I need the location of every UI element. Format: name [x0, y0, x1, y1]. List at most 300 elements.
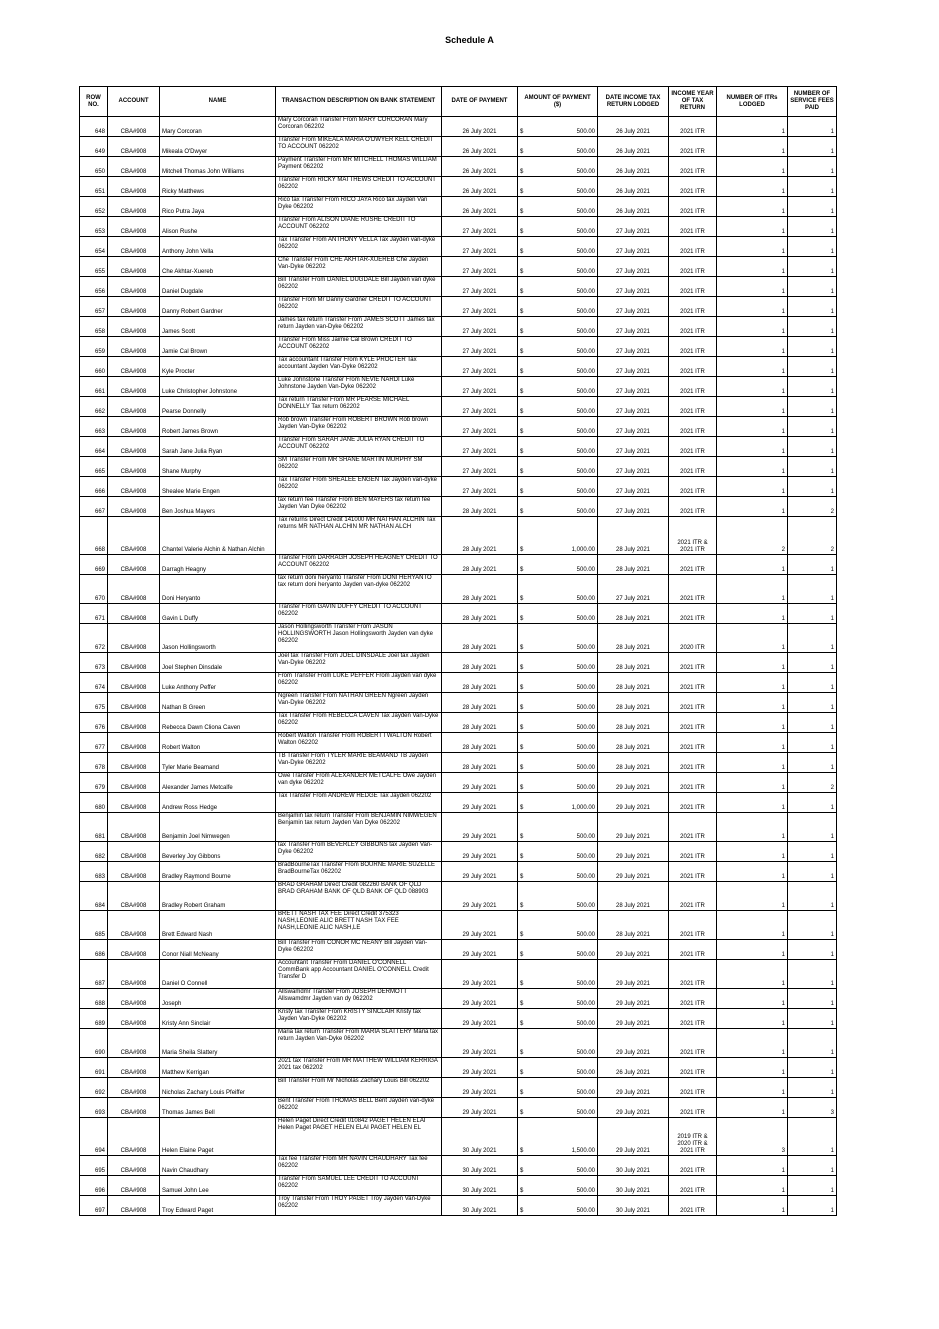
- table-row: [80, 417, 837, 437]
- col-header-fees: NUMBER OF SERVICE FEES PAID: [788, 87, 837, 117]
- itrs-cell: 1: [717, 575, 788, 604]
- date-lodged-cell: 29 July 2021: [598, 1118, 669, 1156]
- date-payment-cell: 29 July 2021: [442, 960, 518, 989]
- itrs-cell: 1: [717, 940, 788, 960]
- account-cell: CBA#908: [108, 1118, 160, 1156]
- amount-cell: [518, 477, 598, 497]
- description-cell: Transfer From RICKY MATTHEWS CREDIT TO ACCOUNT 062202: [276, 177, 442, 197]
- name-cell: Beverley Joy Gibbons: [160, 842, 276, 862]
- amount-cell: [518, 317, 598, 337]
- account-cell: CBA#908: [108, 317, 160, 337]
- name-cell: Brett Edward Nash: [160, 911, 276, 940]
- amount-cell: [518, 653, 598, 673]
- row-number: 670: [80, 575, 108, 604]
- amount-value: 500.00: [576, 1110, 595, 1116]
- itrs-cell: 1: [717, 793, 788, 813]
- amount-cell: [518, 377, 598, 397]
- name-cell: Doni Heryanto: [160, 575, 276, 604]
- name-cell: Rico Putra Jaya: [160, 197, 276, 217]
- date-lodged-cell: 29 July 2021: [598, 1078, 669, 1098]
- fees-cell: 1: [788, 753, 837, 773]
- currency-symbol: $: [520, 1208, 524, 1214]
- name-cell: Bradley Raymond Bourne: [160, 862, 276, 882]
- table-row: [80, 437, 837, 457]
- row-number: 680: [80, 793, 108, 813]
- row-number: 650: [80, 157, 108, 177]
- schedule-table: [79, 86, 837, 1216]
- description-cell: Transfer From DARRAGH JOSEPH HEAGNEY CREDIT TO ACCOUNT 062202: [276, 555, 442, 575]
- date-lodged-cell: 29 July 2021: [598, 960, 669, 989]
- account-cell: CBA#908: [108, 911, 160, 940]
- income-year-cell: 2021 ITR: [669, 1009, 717, 1029]
- name-cell: Nicholas Zachary Louis Pfeiffer: [160, 1078, 276, 1098]
- date-lodged-cell: 26 July 2021: [598, 177, 669, 197]
- row-number: 653: [80, 217, 108, 237]
- row-number: 685: [80, 911, 108, 940]
- description-cell: Maria tax return Transfer From MARIA SLATTERY Maria tax return Jayden Van-Dyke 062202: [276, 1029, 442, 1058]
- amount-value: 500.00: [576, 469, 595, 475]
- fees-cell: 1: [788, 1009, 837, 1029]
- currency-symbol: $: [520, 874, 524, 880]
- amount-value: 1,000.00: [571, 547, 595, 553]
- currency-symbol: $: [520, 616, 524, 622]
- amount-value: 500.00: [576, 665, 595, 671]
- amount-value: 500.00: [576, 596, 595, 602]
- name-cell: Mitchell Thomas John Williams: [160, 157, 276, 177]
- date-lodged-cell: 29 July 2021: [598, 773, 669, 793]
- date-payment-cell: 30 July 2021: [442, 1156, 518, 1176]
- name-cell: Mikeala O'Dwyer: [160, 137, 276, 157]
- row-number: 658: [80, 317, 108, 337]
- date-lodged-cell: 29 July 2021: [598, 1009, 669, 1029]
- account-cell: CBA#908: [108, 624, 160, 653]
- fees-cell: 1: [788, 673, 837, 693]
- fees-cell: 1: [788, 1176, 837, 1196]
- date-payment-cell: 27 July 2021: [442, 297, 518, 317]
- currency-symbol: $: [520, 567, 524, 573]
- header-row: [80, 87, 837, 117]
- itrs-cell: 1: [717, 1098, 788, 1118]
- amount-value: 500.00: [576, 229, 595, 235]
- table-row: [80, 813, 837, 842]
- date-lodged-cell: 28 July 2021: [598, 733, 669, 753]
- itrs-cell: 1: [717, 197, 788, 217]
- fees-cell: 1: [788, 624, 837, 653]
- description-cell: Tax accountant Transfer From KYLE PROCTER Tax accountant Jayden Van-Dyke 062202: [276, 357, 442, 377]
- date-lodged-cell: 27 July 2021: [598, 237, 669, 257]
- row-number: 682: [80, 842, 108, 862]
- fees-cell: 1: [788, 137, 837, 157]
- currency-symbol: $: [520, 1050, 524, 1056]
- date-lodged-cell: 26 July 2021: [598, 117, 669, 137]
- account-cell: CBA#908: [108, 604, 160, 624]
- amount-value: 500.00: [576, 705, 595, 711]
- currency-symbol: $: [520, 209, 524, 215]
- itrs-cell: 1: [717, 653, 788, 673]
- account-cell: CBA#908: [108, 960, 160, 989]
- date-payment-cell: 29 July 2021: [442, 773, 518, 793]
- amount-cell: [518, 753, 598, 773]
- account-cell: CBA#908: [108, 1176, 160, 1196]
- date-lodged-cell: 29 July 2021: [598, 862, 669, 882]
- name-cell: Thomas James Bell: [160, 1098, 276, 1118]
- account-cell: CBA#908: [108, 693, 160, 713]
- name-cell: Luke Anthony Peffer: [160, 673, 276, 693]
- account-cell: CBA#908: [108, 842, 160, 862]
- table-row: [80, 989, 837, 1009]
- name-cell: Shealee Marie Engen: [160, 477, 276, 497]
- name-cell: Sarah Jane Julia Ryan: [160, 437, 276, 457]
- amount-value: 500.00: [576, 409, 595, 415]
- description-cell: Transfer From Mr Danny Gardner CREDIT TO ACCOUNT 062202: [276, 297, 442, 317]
- description-cell: BradBourneTax Transfer From BOURNE MARIE SUZELLE BradBourneTax 062202: [276, 862, 442, 882]
- income-year-cell: 2021 ITR: [669, 497, 717, 517]
- col-header-account: ACCOUNT: [108, 87, 160, 117]
- amount-value: 500.00: [576, 834, 595, 840]
- fees-cell: 1: [788, 257, 837, 277]
- amount-cell: [518, 117, 598, 137]
- date-lodged-cell: 27 July 2021: [598, 357, 669, 377]
- description-cell: Transfer From ALISON DIANE RUSHE CREDIT TO ACCOUNT 062202: [276, 217, 442, 237]
- description-cell: Allswamdmr Transfer From JOSEPH DERMOTT Allswamdmr Jayden van dy 062202: [276, 989, 442, 1009]
- account-cell: CBA#908: [108, 417, 160, 437]
- date-lodged-cell: 26 July 2021: [598, 157, 669, 177]
- row-number: 688: [80, 989, 108, 1009]
- description-cell: Robert Walton Transfer From ROBERT I WALTON Robert Walton 062202: [276, 733, 442, 753]
- date-lodged-cell: 28 July 2021: [598, 624, 669, 653]
- income-year-cell: 2021 ITR: [669, 377, 717, 397]
- currency-symbol: $: [520, 429, 524, 435]
- description-cell: Luke Johnstone Transfer From NEVIE NARDI Luke Johnstone Jayden Van-Dyke 062202: [276, 377, 442, 397]
- account-cell: CBA#908: [108, 1029, 160, 1058]
- row-number: 654: [80, 237, 108, 257]
- date-payment-cell: 28 July 2021: [442, 673, 518, 693]
- row-number: 696: [80, 1176, 108, 1196]
- description-cell: From Transfer From LUKE PEFFER From Jayden van dyke 062202: [276, 673, 442, 693]
- date-payment-cell: 30 July 2021: [442, 1196, 518, 1216]
- itrs-cell: 1: [717, 773, 788, 793]
- amount-value: 500.00: [576, 1208, 595, 1214]
- row-number: 667: [80, 497, 108, 517]
- account-cell: CBA#908: [108, 477, 160, 497]
- account-cell: CBA#908: [108, 940, 160, 960]
- row-number: 668: [80, 517, 108, 555]
- account-cell: CBA#908: [108, 257, 160, 277]
- fees-cell: 1: [788, 357, 837, 377]
- income-year-cell: 2021 ITR: [669, 197, 717, 217]
- amount-value: 500.00: [576, 1001, 595, 1007]
- name-cell: Robert Walton: [160, 733, 276, 753]
- fees-cell: 2: [788, 497, 837, 517]
- itrs-cell: 1: [717, 477, 788, 497]
- description-cell: TB Transfer From TYLER MARIE BEAMAND TB Jayden Van-Dyke 062202: [276, 753, 442, 773]
- amount-value: 500.00: [576, 509, 595, 515]
- description-cell: Bill Transfer From CONOR MC NEANY Bill Jayden Van-Dyke 062202: [276, 940, 442, 960]
- amount-value: 500.00: [576, 449, 595, 455]
- row-number: 694: [80, 1118, 108, 1156]
- date-payment-cell: 29 July 2021: [442, 793, 518, 813]
- table-row: [80, 317, 837, 337]
- itrs-cell: 1: [717, 277, 788, 297]
- amount-cell: [518, 733, 598, 753]
- amount-cell: [518, 157, 598, 177]
- table-row: [80, 960, 837, 989]
- date-lodged-cell: 27 July 2021: [598, 477, 669, 497]
- amount-cell: [518, 217, 598, 237]
- date-lodged-cell: 27 July 2021: [598, 377, 669, 397]
- date-lodged-cell: 26 July 2021: [598, 197, 669, 217]
- itrs-cell: 1: [717, 911, 788, 940]
- account-cell: CBA#908: [108, 237, 160, 257]
- fees-cell: 1: [788, 733, 837, 753]
- itrs-cell: 1: [717, 117, 788, 137]
- account-cell: CBA#908: [108, 137, 160, 157]
- currency-symbol: $: [520, 1090, 524, 1096]
- amount-cell: [518, 397, 598, 417]
- fees-cell: 2: [788, 773, 837, 793]
- row-number: 656: [80, 277, 108, 297]
- table-row: [80, 377, 837, 397]
- date-lodged-cell: 28 July 2021: [598, 673, 669, 693]
- account-cell: CBA#908: [108, 517, 160, 555]
- fees-cell: 1: [788, 604, 837, 624]
- currency-symbol: $: [520, 349, 524, 355]
- currency-symbol: $: [520, 269, 524, 275]
- account-cell: CBA#908: [108, 882, 160, 911]
- itrs-cell: 1: [717, 604, 788, 624]
- row-number: 690: [80, 1029, 108, 1058]
- fees-cell: 1: [788, 157, 837, 177]
- amount-value: 500.00: [576, 1070, 595, 1076]
- amount-cell: [518, 555, 598, 575]
- row-number: 687: [80, 960, 108, 989]
- itrs-cell: 1: [717, 397, 788, 417]
- currency-symbol: $: [520, 1168, 524, 1174]
- description-cell: Tax fee Transfer From MR NAVIN CHAUDHARY Tax fee 062202: [276, 1156, 442, 1176]
- date-payment-cell: 30 July 2021: [442, 1176, 518, 1196]
- date-lodged-cell: 27 July 2021: [598, 457, 669, 477]
- account-cell: CBA#908: [108, 177, 160, 197]
- fees-cell: 1: [788, 793, 837, 813]
- itrs-cell: 3: [717, 1118, 788, 1156]
- itrs-cell: 1: [717, 882, 788, 911]
- account-cell: CBA#908: [108, 157, 160, 177]
- name-cell: Benjamin Joel Nimwegen: [160, 813, 276, 842]
- date-lodged-cell: 28 July 2021: [598, 693, 669, 713]
- income-year-cell: 2021 ITR: [669, 940, 717, 960]
- itrs-cell: 1: [717, 1029, 788, 1058]
- table-row: [80, 1078, 837, 1098]
- table-row: [80, 604, 837, 624]
- amount-value: 500.00: [576, 189, 595, 195]
- fees-cell: 1: [788, 117, 837, 137]
- table-row: [80, 177, 837, 197]
- account-cell: CBA#908: [108, 297, 160, 317]
- col-header-income-year: INCOME YEAR OF TAX RETURN: [669, 87, 717, 117]
- income-year-cell: 2021 ITR: [669, 1156, 717, 1176]
- description-cell: Jason Hollingsworth Transfer From JASON HOLLINGSWORTH Jason Hollingsworth Jayden van dyke 062202: [276, 624, 442, 653]
- account-cell: CBA#908: [108, 989, 160, 1009]
- fees-cell: 1: [788, 862, 837, 882]
- currency-symbol: $: [520, 932, 524, 938]
- amount-value: 1,000.00: [571, 805, 595, 811]
- amount-cell: [518, 137, 598, 157]
- row-number: 652: [80, 197, 108, 217]
- amount-cell: [518, 437, 598, 457]
- date-payment-cell: 29 July 2021: [442, 862, 518, 882]
- name-cell: Jason Hollingsworth: [160, 624, 276, 653]
- fees-cell: 1: [788, 397, 837, 417]
- amount-value: 500.00: [576, 981, 595, 987]
- amount-value: 500.00: [576, 1168, 595, 1174]
- date-lodged-cell: 27 July 2021: [598, 397, 669, 417]
- row-number: 693: [80, 1098, 108, 1118]
- row-number: 684: [80, 882, 108, 911]
- date-payment-cell: 28 July 2021: [442, 713, 518, 733]
- date-payment-cell: 29 July 2021: [442, 813, 518, 842]
- itrs-cell: 1: [717, 693, 788, 713]
- table-row: [80, 1156, 837, 1176]
- date-lodged-cell: 28 July 2021: [598, 911, 669, 940]
- date-payment-cell: 30 July 2021: [442, 1118, 518, 1156]
- col-header-itrs: NUMBER OF ITRs LODGED: [717, 87, 788, 117]
- description-cell: Ngreen Transfer From NATHAN GREEN Ngreen Jayden Van-Dyke 062202: [276, 693, 442, 713]
- account-cell: CBA#908: [108, 277, 160, 297]
- amount-value: 500.00: [576, 269, 595, 275]
- itrs-cell: 1: [717, 753, 788, 773]
- date-payment-cell: 28 July 2021: [442, 653, 518, 673]
- currency-symbol: $: [520, 854, 524, 860]
- name-cell: James Scott: [160, 317, 276, 337]
- description-cell: James tax return Transfer From JAMES SCOTT James tax return Jayden van-Dyke 062202: [276, 317, 442, 337]
- table-row: [80, 1058, 837, 1078]
- description-cell: BRETT NASH TAX FEE Direct Credit 375323 NASH,LEONIE ALIC BRETT NASH TAX FEE NASH,LEONIE ALIC NASH,LE: [276, 911, 442, 940]
- row-number: 677: [80, 733, 108, 753]
- fees-cell: 1: [788, 575, 837, 604]
- income-year-cell: 2021 ITR: [669, 604, 717, 624]
- fees-cell: 1: [788, 911, 837, 940]
- name-cell: Matthew Kerrigan: [160, 1058, 276, 1078]
- table-row: [80, 217, 837, 237]
- income-year-cell: 2021 ITR: [669, 911, 717, 940]
- account-cell: CBA#908: [108, 813, 160, 842]
- name-cell: Pearse Donnelly: [160, 397, 276, 417]
- fees-cell: 1: [788, 437, 837, 457]
- date-payment-cell: 28 July 2021: [442, 575, 518, 604]
- currency-symbol: $: [520, 289, 524, 295]
- amount-value: 500.00: [576, 1188, 595, 1194]
- table-row: [80, 1196, 837, 1216]
- col-header-date-payment: DATE OF PAYMENT: [442, 87, 518, 117]
- date-payment-cell: 26 July 2021: [442, 117, 518, 137]
- fees-cell: 1: [788, 1156, 837, 1176]
- amount-value: 500.00: [576, 745, 595, 751]
- date-lodged-cell: 28 July 2021: [598, 517, 669, 555]
- row-number: 692: [80, 1078, 108, 1098]
- date-payment-cell: 29 July 2021: [442, 1058, 518, 1078]
- table-row: [80, 1029, 837, 1058]
- income-year-cell: 2021 ITR: [669, 733, 717, 753]
- table-row: [80, 457, 837, 477]
- row-number: 660: [80, 357, 108, 377]
- name-cell: Tyler Marie Beamand: [160, 753, 276, 773]
- col-header-description: TRANSACTION DESCRIPTION ON BANK STATEMENT: [276, 87, 442, 117]
- amount-cell: [518, 882, 598, 911]
- row-number: 683: [80, 862, 108, 882]
- fees-cell: 1: [788, 940, 837, 960]
- fees-cell: 1: [788, 653, 837, 673]
- account-cell: CBA#908: [108, 673, 160, 693]
- amount-value: 500.00: [576, 349, 595, 355]
- income-year-cell: 2021 ITR: [669, 1196, 717, 1216]
- row-number: 675: [80, 693, 108, 713]
- amount-cell: [518, 497, 598, 517]
- date-payment-cell: 26 July 2021: [442, 137, 518, 157]
- date-lodged-cell: 27 July 2021: [598, 497, 669, 517]
- row-number: 663: [80, 417, 108, 437]
- row-number: 651: [80, 177, 108, 197]
- date-lodged-cell: 27 July 2021: [598, 337, 669, 357]
- date-payment-cell: 28 July 2021: [442, 624, 518, 653]
- fees-cell: 3: [788, 1098, 837, 1118]
- account-cell: CBA#908: [108, 1058, 160, 1078]
- income-year-cell: 2021 ITR: [669, 813, 717, 842]
- currency-symbol: $: [520, 389, 524, 395]
- amount-cell: [518, 417, 598, 437]
- date-payment-cell: 29 July 2021: [442, 911, 518, 940]
- income-year-cell: 2021 ITR: [669, 1176, 717, 1196]
- income-year-cell: 2021 ITR: [669, 457, 717, 477]
- amount-cell: [518, 862, 598, 882]
- amount-value: 500.00: [576, 369, 595, 375]
- date-lodged-cell: 27 July 2021: [598, 417, 669, 437]
- amount-cell: [518, 1196, 598, 1216]
- table-row: [80, 237, 837, 257]
- fees-cell: 1: [788, 237, 837, 257]
- row-number: 681: [80, 813, 108, 842]
- description-cell: Mary Corcoran Transfer From MARY CORCORAN Mary Corcoran 062202: [276, 117, 442, 137]
- itrs-cell: 1: [717, 673, 788, 693]
- itrs-cell: 1: [717, 1196, 788, 1216]
- name-cell: Ricky Matthews: [160, 177, 276, 197]
- date-payment-cell: 29 July 2021: [442, 989, 518, 1009]
- row-number: 664: [80, 437, 108, 457]
- itrs-cell: 1: [717, 217, 788, 237]
- row-number: 669: [80, 555, 108, 575]
- description-cell: BRAD GRAHAM Direct Credit 082260 BANK OF QLD BRAD GRAHAM BANK OF QLD BANK OF QLD 088903: [276, 882, 442, 911]
- amount-cell: [518, 457, 598, 477]
- income-year-cell: 2021 ITR: [669, 575, 717, 604]
- itrs-cell: 1: [717, 555, 788, 575]
- fees-cell: 1: [788, 1029, 837, 1058]
- name-cell: Kyle Procter: [160, 357, 276, 377]
- itrs-cell: 1: [717, 1058, 788, 1078]
- date-payment-cell: 27 July 2021: [442, 237, 518, 257]
- name-cell: Ben Joshua Mayers: [160, 497, 276, 517]
- fees-cell: 1: [788, 457, 837, 477]
- row-number: 661: [80, 377, 108, 397]
- amount-value: 500.00: [576, 645, 595, 651]
- itrs-cell: 1: [717, 842, 788, 862]
- date-lodged-cell: 28 July 2021: [598, 653, 669, 673]
- account-cell: CBA#908: [108, 575, 160, 604]
- account-cell: CBA#908: [108, 377, 160, 397]
- date-lodged-cell: 29 July 2021: [598, 1029, 669, 1058]
- name-cell: Gavin L Duffy: [160, 604, 276, 624]
- date-lodged-cell: 29 July 2021: [598, 842, 669, 862]
- date-payment-cell: 27 July 2021: [442, 477, 518, 497]
- amount-cell: [518, 1098, 598, 1118]
